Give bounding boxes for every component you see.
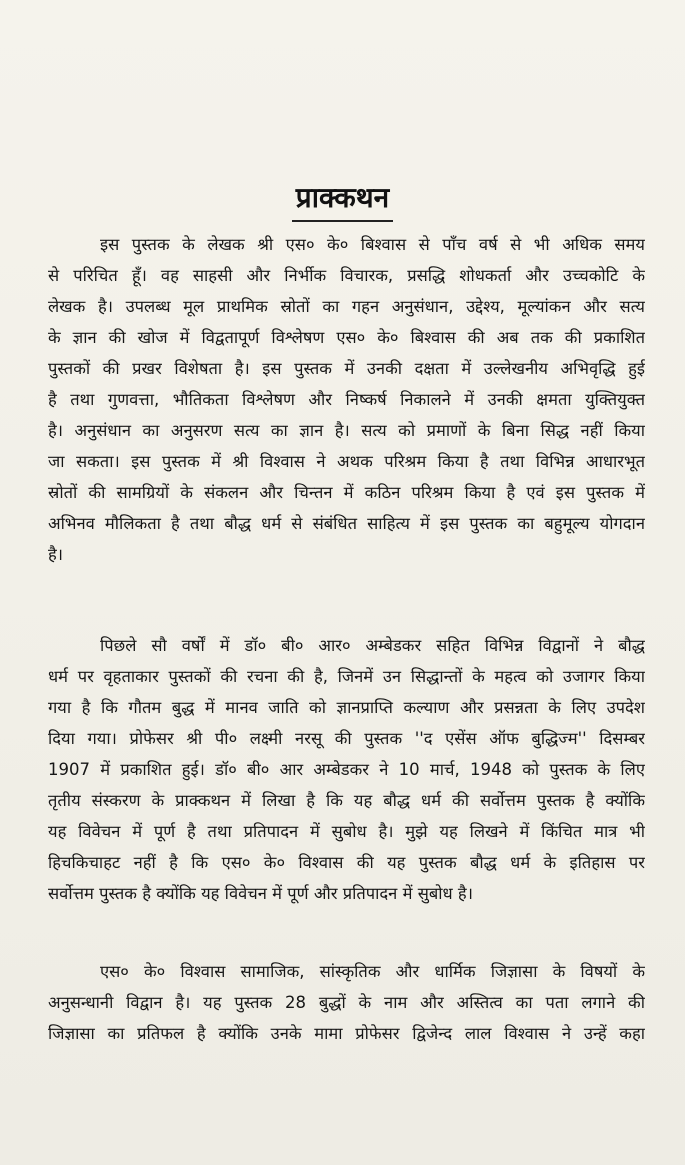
text-line: एस० के० विश्वास सामाजिक, सांस्कृतिक और धार्मिक जिज्ञासा के विषयों के (100, 962, 645, 981)
text-line: हिचकिचाहट नहीं है कि एस० के० विश्वास की यह पुस्तक बौद्ध धर्म के इतिहास पर (48, 853, 645, 872)
text-line: जिज्ञासा का प्रतिफल है क्योंकि उनके मामा प्रोफेसर द्विजेन्द लाल विश्वास ने उन्हें कहा (48, 1024, 645, 1043)
text-line: पुस्तकों की प्रखर विशेषता है। इस पुस्तक में उनकी दक्षता में उल्लेखनीय अभिवृद्धि हुई (48, 359, 645, 378)
page-title-text: प्राक्कथन (292, 178, 393, 222)
text-line: यह विवेचन में पूर्ण है तथा प्रतिपादन में सुबोध है। मुझे यह लिखने में किंचित मात्र भी (48, 822, 645, 841)
text-line: स्रोतों की सामग्रियों के संकलन और चिन्तन में कठिन परिश्रम किया है एवं इस पुस्तक में (48, 483, 645, 502)
text-line: है। (48, 545, 64, 564)
paragraph-3 (48, 956, 645, 1049)
text-line: अभिनव मौलिकता है तथा बौद्ध धर्म से संबंधित साहित्य में इस पुस्तक का बहुमूल्य योगदान (48, 514, 645, 533)
paragraph-2 (48, 630, 645, 909)
text-line: दिया गया। प्रोफेसर श्री पी० लक्ष्मी नरसू की पुस्तक ''द एसेंस ऑफ बुद्धिज्म'' दिसम्बर (48, 729, 645, 748)
text-line: इस पुस्तक के लेखक श्री एस० के० बिश्वास से पाँच वर्ष से भी अधिक समय (100, 235, 645, 254)
text-line: है तथा गुणवत्ता, भौतिकता विश्लेषण और निष्कर्ष निकालने में उनकी क्षमता युक्तियुक्त (48, 390, 645, 409)
text-line: है। अनुसंधान का अनुसरण सत्य का ज्ञान है। सत्य को प्रमाणों के बिना सिद्ध नहीं किया (48, 421, 645, 440)
text-line: 1907 में प्रकाशित हुई। डॉ० बी० आर अम्बेडकर ने 10 मार्च, 1948 को पुस्तक के लिए (48, 760, 645, 779)
text-line: तृतीय संस्करण के प्राक्कथन में लिखा है कि यह बौद्ध धर्म की सर्वोत्तम पुस्तक है क्योंकि (48, 791, 645, 810)
text-line: से परिचित हूँ। वह साहसी और निर्भीक विचारक, प्रसद्धि शोधकर्ता और उच्चकोटि के (48, 266, 645, 285)
text-line: के ज्ञान की खोज में विद्वतापूर्ण विश्लेषण एस० के० बिश्वास की अब तक की प्रकाशित (48, 328, 645, 347)
text-line: जा सकता। इस पुस्तक में श्री विश्वास ने अथक परिश्रम किया है तथा विभिन्न आधारभूत (48, 452, 645, 471)
text-line: सर्वोत्तम पुस्तक है क्योंकि यह विवेचन में पूर्ण और प्रतिपादन में सुबोध है। (48, 884, 473, 903)
page-title (0, 178, 685, 222)
text-line: पिछले सौ वर्षों में डॉ० बी० आर० अम्बेडकर सहित विभिन्न विद्वानों ने बौद्ध (100, 636, 645, 655)
text-line: धर्म पर वृहताकार पुस्तकों की रचना की है, जिनमें उन सिद्धान्तों के महत्व को उजागर किया (48, 667, 645, 686)
paragraph-1 (48, 229, 645, 570)
text-line: अनुसन्धानी विद्वान है। यह पुस्तक 28 बुद्धों के नाम और अस्तित्व का पता लगाने की (48, 993, 645, 1012)
text-line: गया है कि गौतम बुद्ध में मानव जाति को ज्ञानप्राप्ति कल्याण और प्रसन्नता के लिए उपदेश (48, 698, 645, 717)
text-line: लेखक है। उपलब्ध मूल प्राथमिक स्रोतों का गहन अनुसंधान, उद्देश्य, मूल्यांकन और सत्य (48, 297, 645, 316)
